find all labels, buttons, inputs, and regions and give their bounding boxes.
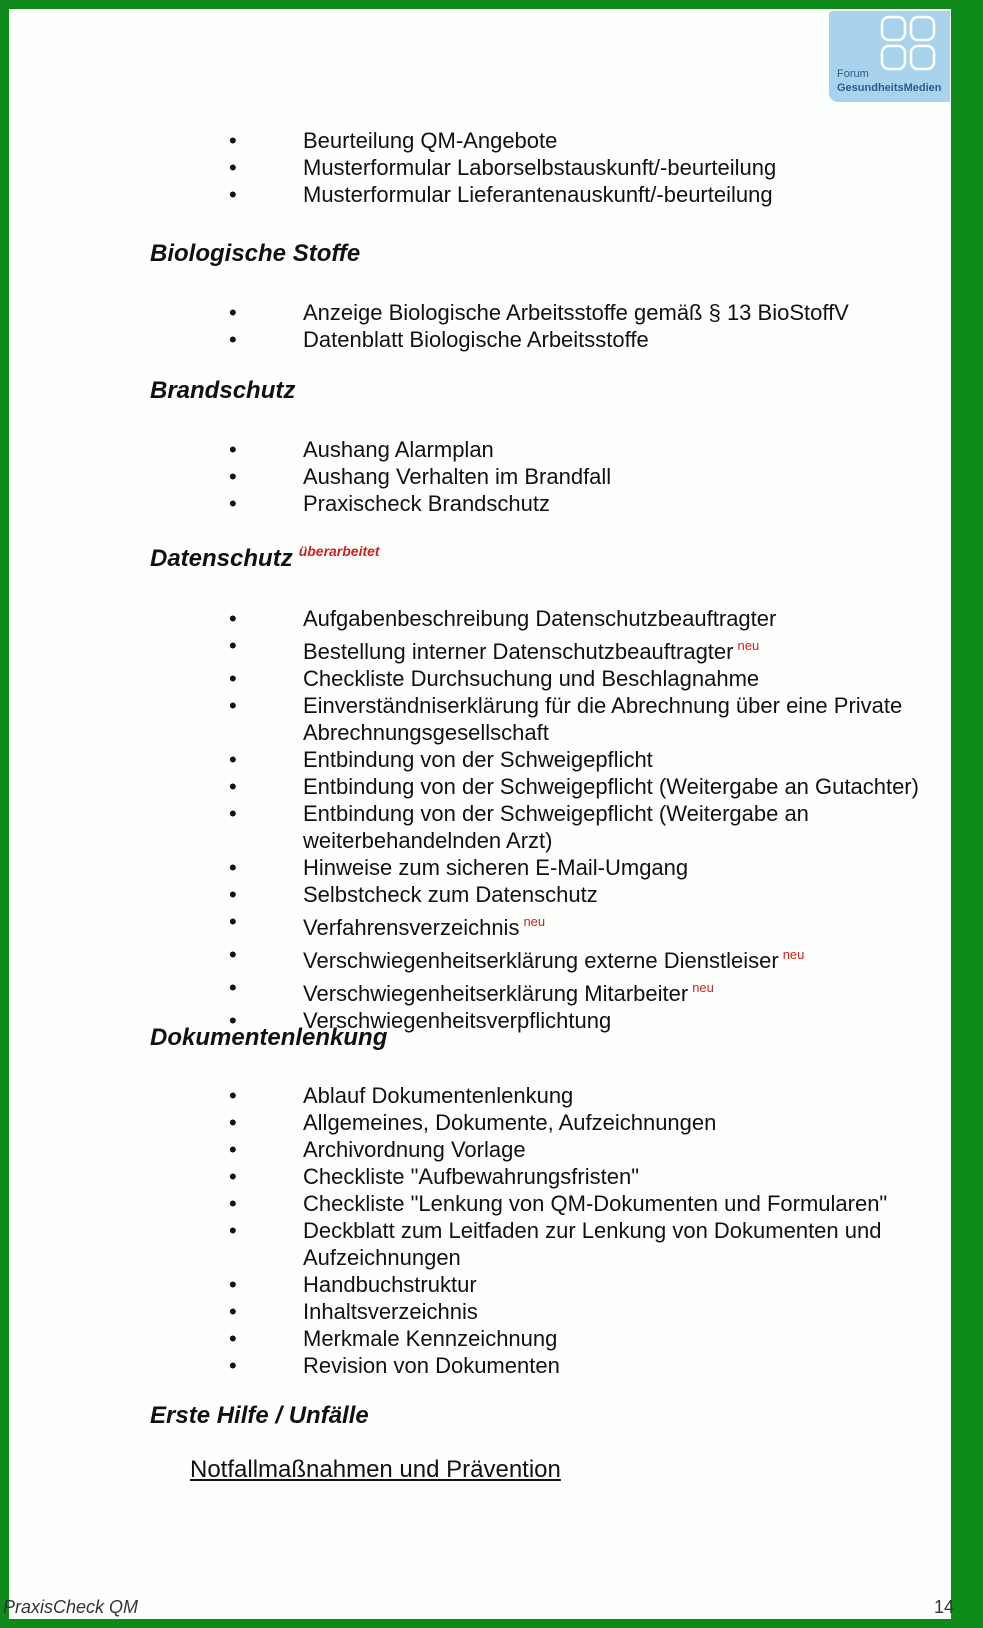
logo-text-name: GesundheitsMedien bbox=[837, 82, 942, 94]
heading-datenschutz bbox=[9, 536, 380, 574]
list-item: • Aufgabenbeschreibung Datenschutzbeauftragter bbox=[9, 605, 963, 632]
list-dokumentenlenkung bbox=[9, 1082, 963, 1379]
logo-text-forum: Forum bbox=[837, 68, 869, 80]
list-item: • Deckblatt zum Leitfaden zur Lenkung von Dokumenten und Aufzeichnungen bbox=[9, 1217, 963, 1271]
list-biologische-stoffe bbox=[9, 299, 963, 353]
list-item: • Musterformular Laborselbstauskunft/-beurteilung bbox=[9, 154, 963, 181]
list-item: • Ablauf Dokumentenlenkung bbox=[9, 1082, 963, 1109]
new-badge: neu bbox=[692, 980, 714, 995]
list-item: • Verschwiegenheitsverpflichtung bbox=[9, 1007, 963, 1034]
list-item: • Archivordnung Vorlage bbox=[9, 1136, 963, 1163]
list-item: • Entbindung von der Schweigepflicht bbox=[9, 746, 963, 773]
heading-datenschutz-text: Datenschutz bbox=[150, 545, 293, 572]
intro-list bbox=[9, 127, 963, 208]
list-item: • Entbindung von der Schweigepflicht (Weitergabe an Gutachter) bbox=[9, 773, 983, 800]
page-number: 14 bbox=[934, 1597, 955, 1617]
list-item: • Aushang Verhalten im Brandfall bbox=[9, 463, 963, 490]
heading-dokumentenlenkung: Dokumentenlenkung bbox=[150, 1024, 388, 1051]
clover-logo-icon bbox=[880, 15, 936, 71]
list-item: • Bestellung interner Datenschutzbeauftragter $^{neu}$ bbox=[9, 632, 963, 665]
list-item: • Aushang Alarmplan bbox=[9, 436, 963, 463]
list-item: • Verfahrensverzeichnis $^{neu}$ bbox=[9, 908, 963, 941]
list-item: • Allgemeines, Dokumente, Aufzeichnungen bbox=[9, 1109, 963, 1136]
new-badge: neu bbox=[523, 914, 546, 929]
list-item: • Merkmale Kennzeichnung bbox=[9, 1325, 963, 1352]
list-item: • Praxischeck Brandschutz bbox=[9, 490, 963, 517]
list-item: • Beurteilung QM-Angebote bbox=[9, 127, 963, 154]
list-item: • Hinweise zum sicheren E-Mail-Umgang bbox=[9, 854, 963, 881]
footer-title: PraxisCheck QM bbox=[3, 1597, 139, 1617]
document-page bbox=[3, 9, 955, 1619]
list-item: • Checkliste Durchsuchung und Beschlagnahme bbox=[9, 665, 963, 692]
list-item: • Selbstcheck zum Datenschutz bbox=[9, 881, 963, 908]
list-item: • Checkliste "Lenkung von QM-Dokumenten und Formularen" bbox=[9, 1190, 963, 1217]
new-badge: neu bbox=[737, 638, 760, 653]
heading-erste-hilfe: Erste Hilfe / Unfälle bbox=[150, 1402, 369, 1429]
list-item: • Datenblatt Biologische Arbeitsstoffe bbox=[9, 326, 963, 353]
list-item: • Entbindung von der Schweigepflicht (Weitergabe an weiterbehandelnden Arzt) bbox=[9, 800, 963, 854]
heading-biologische-stoffe: Biologische Stoffe bbox=[150, 240, 361, 267]
revised-badge: überarbeitet bbox=[298, 543, 380, 559]
subheading-notfallmassnahmen: Notfallmaßnahmen und Prävention bbox=[190, 1456, 561, 1483]
list-item: • Checkliste "Aufbewahrungsfristen" bbox=[9, 1163, 963, 1190]
heading-brandschutz: Brandschutz bbox=[150, 377, 296, 404]
list-datenschutz bbox=[9, 605, 983, 1034]
list-item: • Verschwiegenheitserklärung externe Dienstleiser $^{neu}$ bbox=[9, 941, 963, 974]
list-item: • Musterformular Lieferantenauskunft/-beurteilung bbox=[9, 181, 963, 208]
list-item: • Inhaltsverzeichnis bbox=[9, 1298, 963, 1325]
list-item: • Revision von Dokumenten bbox=[9, 1352, 963, 1379]
list-item: • Verschwiegenheitserklärung Mitarbeiter $^{neu}$ bbox=[9, 974, 963, 1007]
list-item: • Einverständniserklärung für die Abrechnung über eine Private Abrechnungsgesellschaft bbox=[9, 692, 963, 746]
new-badge: neu bbox=[782, 947, 805, 962]
list-item: • Handbuchstruktur bbox=[9, 1271, 963, 1298]
publisher-logo bbox=[829, 11, 950, 102]
list-item: • Anzeige Biologische Arbeitsstoffe gemäß § 13 BioStoffV bbox=[9, 299, 963, 326]
list-brandschutz bbox=[9, 436, 963, 517]
